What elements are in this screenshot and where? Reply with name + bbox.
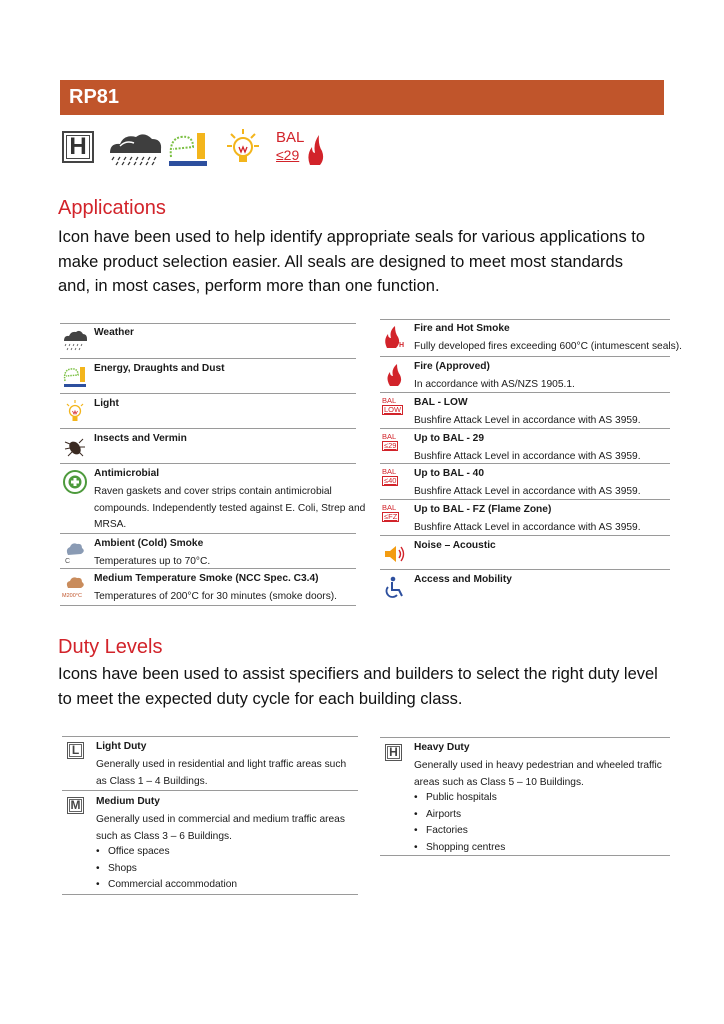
energy-icon xyxy=(62,364,88,390)
antimicrobial-icon xyxy=(62,469,88,495)
list-item: • Public hospitals xyxy=(414,790,505,807)
heavy-duty-item: H Heavy Duty Generally used in heavy pedestrian and wheeled traffic areas such as Class 5 – 10 Buildings. • Public hospitals • Airports • Factories • Shopping centres xyxy=(380,737,670,856)
applications-intro: Icon have been used to help identify appropriate seals for various applications to make product selection easier. All seals are designed to meet most standards and, in most cases, perform more than one function. xyxy=(58,228,646,295)
insect-icon xyxy=(62,434,88,460)
heavy-duty-icon: H xyxy=(62,131,94,163)
list-item: BAL ≤FZ Up to BAL - FZ (Flame Zone) Bushfire Attack Level in accordance with AS 3959. xyxy=(380,500,670,536)
list-item: Access and Mobility xyxy=(380,570,670,605)
accessibility-icon xyxy=(382,575,408,601)
bal-low-icon: BAL LOW xyxy=(382,396,402,414)
light-duty-icon: L xyxy=(67,742,84,759)
duty-levels-heading: Duty Levels xyxy=(58,636,163,658)
energy-icon xyxy=(167,129,211,169)
fire-smoke-icon xyxy=(382,324,408,350)
list-item: • Factories xyxy=(414,823,505,840)
light-icon xyxy=(226,128,260,168)
light-duty-item: L Light Duty Generally used in residential and light traffic areas such as Class 1 – 4 Buildings. xyxy=(62,736,358,791)
list-item: C Ambient (Cold) Smoke Temperatures up to 70°C. xyxy=(60,534,356,569)
list-item: Noise – Acoustic xyxy=(380,536,670,570)
heavy-duty-icon: H xyxy=(385,744,402,761)
bal-29-icon: BAL ≤29 xyxy=(276,129,326,167)
light-icon xyxy=(62,399,88,425)
list-item: M200°C Medium Temperature Smoke (NCC Spec. C3.4) Temperatures of 200°C for 30 minutes (smoke doors). xyxy=(60,569,356,606)
medium-duty-icon: M xyxy=(67,797,84,814)
bal-fz-icon: BAL ≤FZ xyxy=(382,503,398,521)
list-item: H Fire and Hot Smoke Fully developed fires exceeding 600°C (intumescent seals). xyxy=(380,319,670,357)
medium-duty-list xyxy=(96,844,237,894)
svg-text:C: C xyxy=(65,558,71,565)
svg-text:M200°C: M200°C xyxy=(62,593,82,599)
fire-icon xyxy=(382,362,408,388)
bal-40-icon: BAL ≤40 xyxy=(382,467,397,485)
list-item: Fire (Approved) In accordance with AS/NZS 1905.1. xyxy=(380,357,670,393)
heavy-duty-list xyxy=(414,790,505,856)
weather-icon xyxy=(106,129,164,169)
medium-smoke-icon xyxy=(62,574,88,600)
product-code: RP81 xyxy=(69,86,120,108)
list-item: Energy, Draughts and Dust xyxy=(60,359,356,394)
list-item: • Commercial accommodation xyxy=(96,877,237,894)
applications-heading: Applications xyxy=(58,197,166,219)
list-item: Insects and Vermin xyxy=(60,429,356,464)
list-item: • Airports xyxy=(414,807,505,824)
bal-29-icon: BAL ≤29 xyxy=(382,432,397,450)
list-item: • Office spaces xyxy=(96,844,237,861)
list-item: Weather xyxy=(60,323,356,359)
duty-levels-intro: Icons have been used to assist specifiers and builders to select the right duty level to meet the expected duty cycle for each building class. xyxy=(58,665,658,708)
list-item: • Shops xyxy=(96,861,237,878)
list-item: BAL LOW BAL - LOW Bushfire Attack Level in accordance with AS 3959. xyxy=(380,393,670,429)
cold-smoke-icon xyxy=(62,539,88,565)
list-item: BAL ≤29 Up to BAL - 29 Bushfire Attack Level in accordance with AS 3959. xyxy=(380,429,670,464)
svg-text:H: H xyxy=(399,342,405,349)
list-item: • Shopping centres xyxy=(414,840,505,857)
product-title-banner xyxy=(60,80,664,115)
medium-duty-item: M Medium Duty Generally used in commercial and medium traffic areas such as Class 3 – 6 Buildings. • Office spaces • Shops • Commercial accommodation xyxy=(62,791,358,895)
list-item: Light xyxy=(60,394,356,429)
noise-icon xyxy=(382,541,408,567)
list-item: BAL ≤40 Up to BAL - 40 Bushfire Attack Level in accordance with AS 3959. xyxy=(380,464,670,500)
list-item: Antimicrobial Raven gaskets and cover strips contain antimicrobial compounds. Independently tested against E. Coli, Strep and MRSA. xyxy=(60,464,356,534)
weather-icon xyxy=(62,328,88,354)
